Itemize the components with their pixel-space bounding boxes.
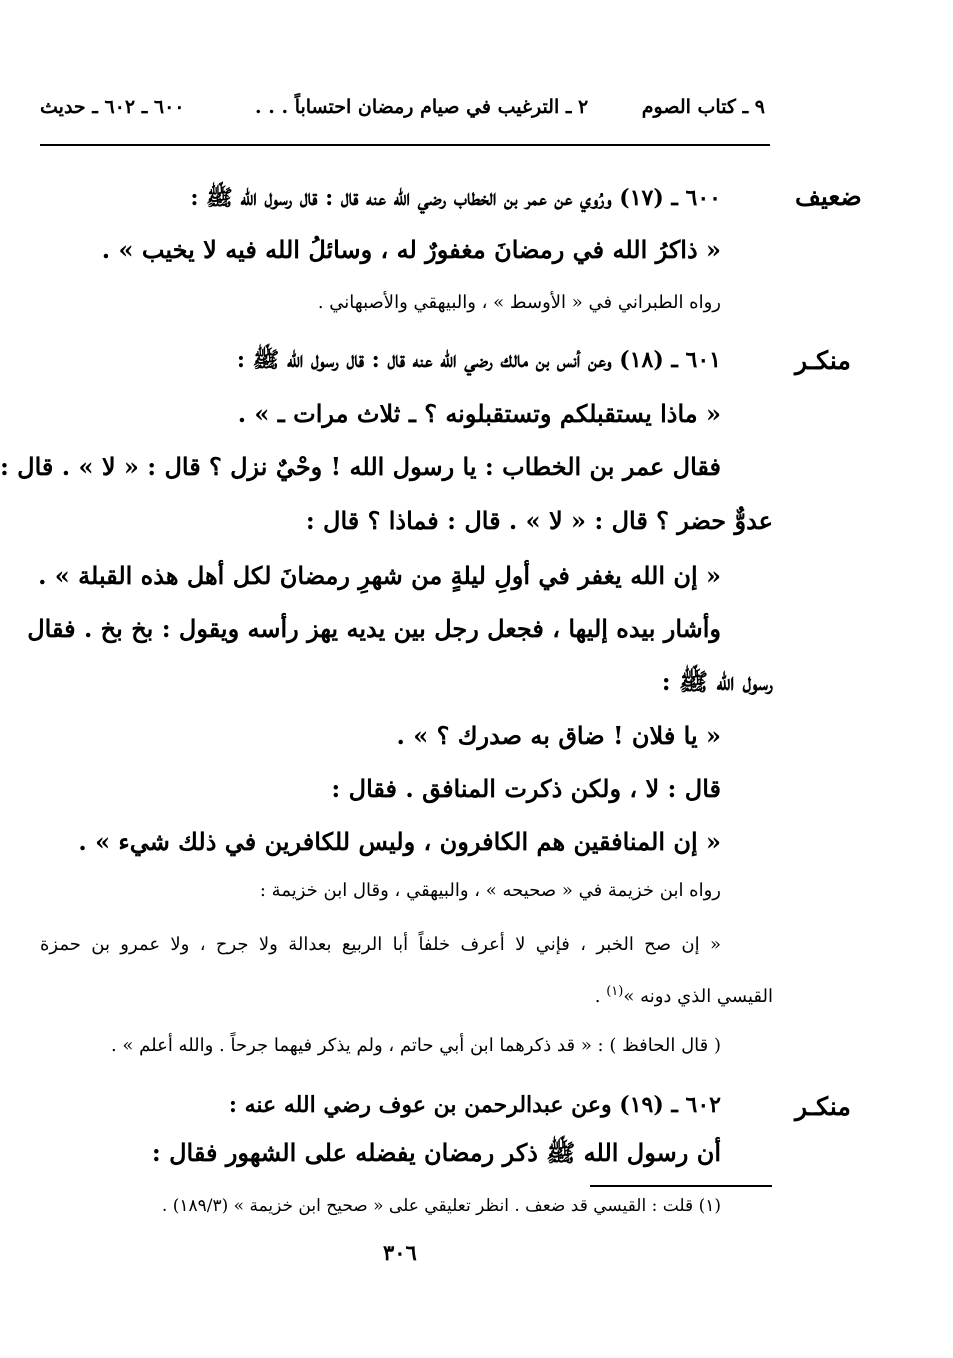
grade-600: ضعيف bbox=[795, 182, 862, 211]
header-section: ٢ ـ الترغيب في صيام رمضان احتساباً . . . bbox=[255, 96, 589, 118]
footnote-ref[interactable]: (١) bbox=[606, 984, 624, 999]
hadith-600-text: « ذاكرُ الله في رمضانَ مغفورٌ له ، وسائلُ الله فيه لا يخيب » . bbox=[101, 235, 721, 264]
hadith-601-text-3: « يا فلان ! ضاق به صدرك ؟ » . bbox=[396, 721, 721, 750]
hadith-602-line-1: ٦٠٢ ـ (١٩) وعن عبدالرحمن بن عوف رضي الله عنه : bbox=[228, 1092, 721, 1118]
hadith-601-narration-1: فقال عمر بن الخطاب : يا رسول الله ! وحْيٌ نزل ؟ قال : « لا » . قال : bbox=[0, 452, 721, 481]
grade-602: منكـر bbox=[795, 1092, 851, 1121]
hafiz-comment: ( قال الحافظ ) : « قد ذكرهما ابن أبي حاتم ، ولم يذكر فيهما جرحاً . والله أعلم » . bbox=[110, 1035, 721, 1056]
page-number: ٣٠٦ bbox=[383, 1240, 417, 1265]
footnote: (١) قلت : القيسي قد ضعف . انظر تعليقي على « صحيح ابن خزيمة » (١٨٩/٣) . bbox=[161, 1196, 721, 1216]
hadith-601-line-1: ٦٠١ ـ (١٨) وعن أنس بن مالك رضي الله عنه قال : قال رسول الله ﷺ : bbox=[236, 347, 721, 373]
header-chapter: ٩ ـ كتاب الصوم bbox=[641, 96, 765, 118]
grade-601: منكـر bbox=[795, 346, 851, 375]
hadith-601-narration-5: قال : لا ، ولكن ذكرت المنافق . فقال : bbox=[331, 774, 721, 803]
header-hadith-range: ٦٠٠ ـ ٦٠٢ ـ حديث bbox=[40, 96, 185, 118]
hadith-601-quote-1: « إن صح الخبر ، فإني لا أعرف خلفاً أبا الربيع بعدالة ولا جرح ، ولا عمرو بن حمزة bbox=[40, 934, 721, 955]
hadith-601-text-4: « إن المنافقين هم الكافرون ، وليس للكافرين في ذلك شيء » . bbox=[78, 827, 721, 856]
hadith-600-source: رواه الطبراني في « الأوسط » ، والبيهقي والأصبهاني . bbox=[317, 292, 721, 313]
hadith-601-text-1: « ماذا يستقبلكم وتستقبلونه ؟ ـ ثلاث مرات ـ » . bbox=[237, 399, 721, 428]
hadith-601-source: رواه ابن خزيمة في « صحيحه » ، والبيهقي ، وقال ابن خزيمة : bbox=[259, 880, 721, 901]
hadith-601-narration-4: رسول الله ﷺ : bbox=[661, 667, 773, 696]
hadith-600-line-1: ٦٠٠ ـ (١٧) ورُوي عن عمر بن الخطاب رضي الله عنه قال : قال رسول الله ﷺ : bbox=[190, 185, 721, 211]
hadith-602-line-2: أن رسول الله ﷺ ذكر رمضان يفضله على الشهور فقال : bbox=[151, 1138, 721, 1167]
hadith-601-quote-2: القيسي الذي دونه »$^{(١)}$ . bbox=[594, 984, 773, 1007]
hadith-601-narration-2: عدوٌّ حضر ؟ قال : « لا » . قال : فماذا ؟ قال : bbox=[305, 506, 773, 535]
hadith-601-narration-3: وأشار بيده إليها ، فجعل رجل بين يديه يهز رأسه ويقول : بخ بخ . فقال bbox=[27, 614, 721, 643]
hadith-601-text-2: « إن الله يغفر في أولِ ليلةٍ من شهرِ رمضانَ لكل أهل هذه القبلة » . bbox=[38, 561, 721, 590]
footnote-rule bbox=[590, 1185, 772, 1187]
header-rule bbox=[40, 144, 770, 146]
